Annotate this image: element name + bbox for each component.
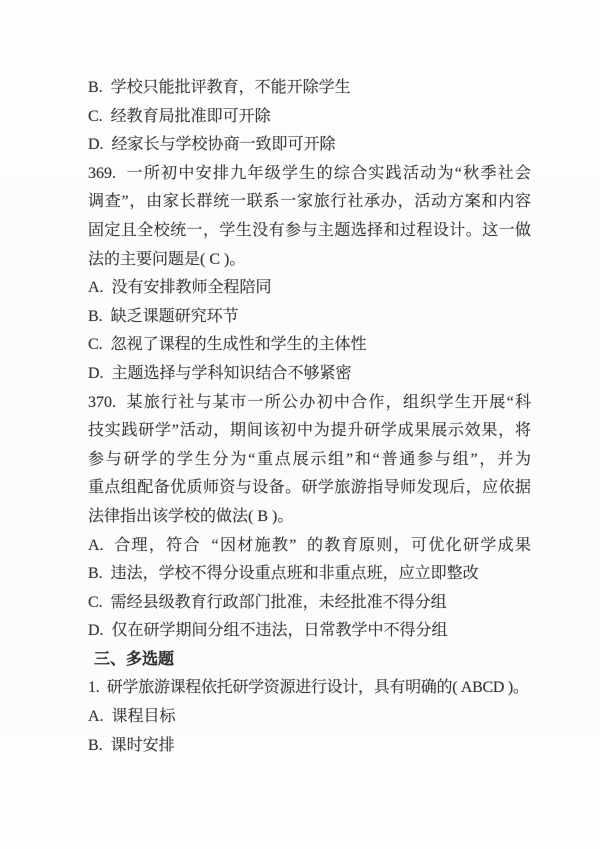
- question-line: 1. 研学旅游课程依托研学资源进行设计，具有明确的( ABCD )。: [88, 679, 529, 697]
- option-line: A. 课程目标: [88, 708, 176, 726]
- question-line: 370. 某旅行社与某市一所公办初中合作，组织学生开展“科: [88, 393, 531, 411]
- question-line: 369. 一所初中安排九年级学生的综合实践活动为“秋季社会: [88, 164, 531, 182]
- option-line: A. 合理，符合 “因材施教” 的教育原则，可优化研学成果: [88, 536, 531, 554]
- question-line: 法律指出该学校的做法( B )。: [88, 507, 294, 525]
- option-line: B. 违法，学校不得分设重点班和非重点班，应立即整改: [88, 565, 479, 583]
- question-line: 参与研学的学生分为“重点展示组”和“普通参与组”，并为: [88, 450, 531, 468]
- question-line: 固定且全校统一，学生没有参与主题选择和过程设计。这一做: [88, 221, 531, 239]
- question-line: 技实践研学”活动，期间该初中为提升研学成果展示效果，将: [88, 422, 531, 440]
- option-line: B. 学校只能批评教育，不能开除学生: [88, 79, 351, 96]
- document-text-block: [88, 74, 531, 760]
- question-line: 调查”，由家长群统一联系一家旅行社承办，活动方案和内容: [88, 193, 531, 211]
- section-heading: 三、多选题: [94, 650, 175, 668]
- option-line: A. 没有安排教师全程陪同: [88, 279, 272, 297]
- option-line: C. 忽视了课程的生成性和学生的主体性: [88, 336, 367, 354]
- option-line: D. 仅在研学期间分组不违法，日常教学中不得分组: [88, 622, 448, 640]
- option-line: C. 需经县级教育行政部门批准，未经批准不得分组: [88, 593, 447, 611]
- question-line: 重点组配备优质师资与设备。研学旅游指导师发现后，应依据: [88, 479, 531, 497]
- question-line: 法的主要问题是( C )。: [88, 250, 246, 268]
- option-line: D. 经家长与学校协商一致即可开除: [88, 136, 336, 154]
- option-line: B. 课时安排: [88, 736, 175, 754]
- option-line: B. 缺乏课题研究环节: [88, 307, 239, 325]
- option-line: D. 主题选择与学科知识结合不够紧密: [88, 364, 352, 382]
- option-line: C. 经教育局批准即可开除: [88, 107, 271, 125]
